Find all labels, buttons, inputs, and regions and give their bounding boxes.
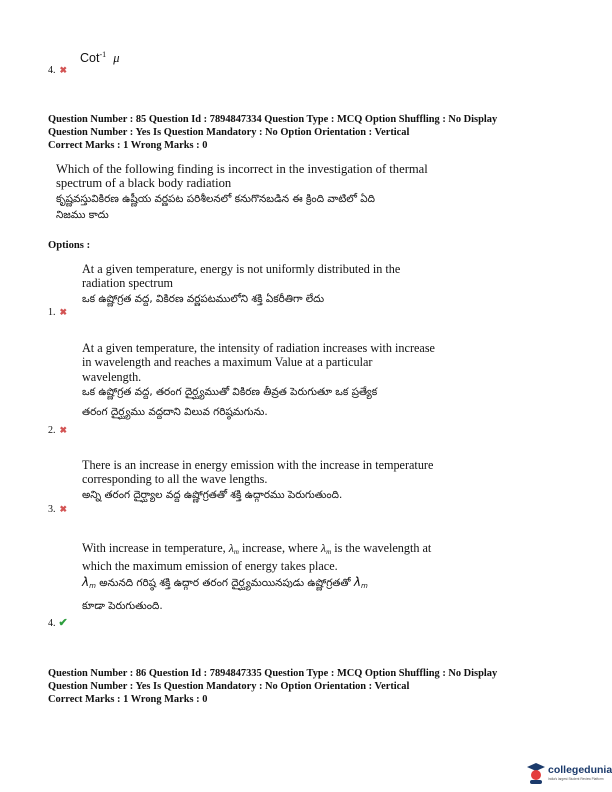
logo-name: collegedunia xyxy=(548,764,612,776)
option-number: 3. xyxy=(48,504,56,515)
option-text-en: wavelength. xyxy=(82,369,142,384)
option-number: 4. xyxy=(48,618,56,629)
question-text-te: కృష్ణవస్తువికిరణ ఉష్ణీయ వర్ణపట పరిశీలనలో కనుగొనబడిన ఈ క్రింది వాటిలో ఏది xyxy=(56,192,375,205)
option-3-content xyxy=(82,458,602,503)
lambda-symbol: $\lambda_m$ xyxy=(82,574,96,590)
wrong-icon: ✖ xyxy=(59,504,68,514)
option-text-en: is the wavelength at xyxy=(334,541,432,555)
formula-var: μ xyxy=(113,51,120,66)
q85-question xyxy=(56,162,576,223)
lambda-symbol: $\lambda_m$ xyxy=(228,541,239,556)
wrong-icon: ✖ xyxy=(59,65,68,75)
correct-icon: ✔ xyxy=(58,617,68,629)
option-text-en: There is an increase in energy emission with the increase in temperature xyxy=(82,458,434,472)
option-text-te: తరంగ దైర్ఘ్యము వద్దదాని విలువ గరిష్ఠమగును. xyxy=(82,406,268,419)
prev-option-formula xyxy=(80,50,120,66)
options-label: Options : xyxy=(48,240,91,251)
marks-line: Correct Marks : 1 Wrong Marks : 0 xyxy=(48,694,208,705)
option-text-en: in wavelength and reaches a maximum Value at a particular xyxy=(82,355,373,370)
option-text-en: corresponding to all the wave lengths. xyxy=(82,472,268,487)
option-text-te: కూడా పెరుగుతుంది. xyxy=(82,599,163,612)
marks-line: Correct Marks : 1 Wrong Marks : 0 xyxy=(48,140,208,151)
question-text-en: Which of the following finding is incorrect in the investigation of thermal xyxy=(56,162,428,176)
option-text-en-line xyxy=(82,541,602,559)
meta-line: Question Number : Yes Is Question Mandatory : No Option Orientation : Vertical xyxy=(48,681,410,692)
meta-line: Question Number : 85 Question Id : 7894847334 Question Type : MCQ Option Shuffling : No Display xyxy=(48,114,498,125)
option-text-en: increase, where xyxy=(242,541,318,555)
question-text-te: నిజము కాదు xyxy=(56,208,109,221)
q85-meta xyxy=(48,113,608,152)
option-1-content xyxy=(82,262,582,307)
option-2-number xyxy=(48,425,67,436)
question-text-en: spectrum of a black body radiation xyxy=(56,176,232,191)
option-2-content xyxy=(82,341,602,420)
option-text-en: radiation spectrum xyxy=(82,276,174,291)
wrong-icon: ✖ xyxy=(59,307,68,317)
option-text-te: అనునది గరిష్ఠ శక్తి ఉద్గార తరంగ దైర్ఘ్యమయినపుడు ఉష్ణోగ్రతతో xyxy=(99,576,351,589)
formula-sup: -1 xyxy=(99,50,107,59)
logo-tagline: India's largest Student Review Platform xyxy=(548,777,604,781)
option-number: 1. xyxy=(48,307,56,318)
option-4-number xyxy=(48,616,68,629)
formula-text: Cot xyxy=(80,51,100,66)
prev-option-number xyxy=(48,65,67,76)
meta-line: Question Number : Yes Is Question Mandatory : No Option Orientation : Vertical xyxy=(48,127,410,138)
option-4-content xyxy=(82,541,602,614)
collegedunia-logo xyxy=(526,760,612,786)
option-text-te: ఒక ఉష్ణోగ్రత వద్ద, తరంగ దైర్ఘ్యముతో వికిరణ తీవ్రత పెరుగుతూ ఒక ప్రత్యేక xyxy=(82,386,378,399)
wrong-icon: ✖ xyxy=(59,425,68,435)
option-text-te: ఒక ఉష్ణోగ్రత వద్ద, వికిరణ వర్ణపటములోని శక్తి ఏకరీతిగా లేదు xyxy=(82,292,325,305)
option-text-en: At a given temperature, energy is not uniformly distributed in the xyxy=(82,262,401,276)
option-text-te: అన్ని తరంగ దైర్ఘ్యాల వద్ద ఉష్ణోగ్రతతో శక్తి ఉద్గారము పెరుగుతుంది. xyxy=(82,488,343,501)
option-text-en: which the maximum emission of energy takes place. xyxy=(82,559,338,574)
option-text-en: At a given temperature, the intensity of radiation increases with increase xyxy=(82,341,435,355)
option-number: 2. xyxy=(48,425,56,436)
q86-meta xyxy=(48,667,608,706)
option-number: 4. xyxy=(48,65,56,76)
option-text-en: With increase in temperature, xyxy=(82,541,226,555)
option-1-number xyxy=(48,307,67,318)
option-3-number xyxy=(48,504,67,515)
lambda-symbol: $\lambda_m$ xyxy=(353,574,368,590)
option-text-te-line xyxy=(82,574,602,594)
lambda-symbol: $\lambda_m$ xyxy=(320,541,332,556)
meta-line: Question Number : 86 Question Id : 7894847335 Question Type : MCQ Option Shuffling : No Display xyxy=(48,668,498,679)
graduate-icon xyxy=(526,762,546,784)
